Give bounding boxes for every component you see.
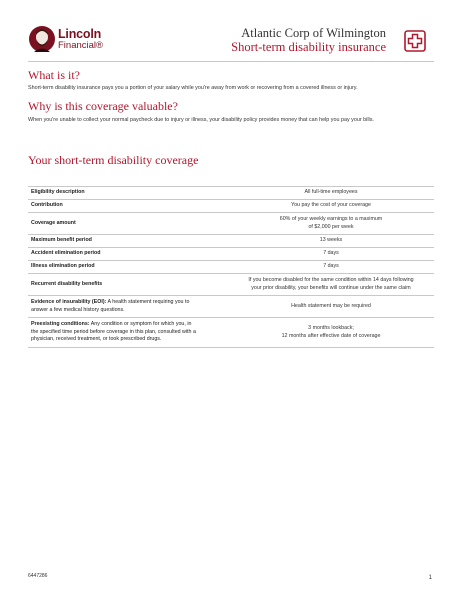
row-label: Eligibility description [28, 187, 228, 200]
row-label [28, 296, 228, 318]
lincoln-financial-logo [28, 22, 138, 58]
section-body-why-valuable: When you're unable to collect your normal paycheck due to injury or illness, your disability policy provides money that can help you pay your bills. [28, 117, 374, 123]
row-label [28, 318, 228, 348]
coverage-title: Your short-term disability coverage [28, 153, 199, 167]
row-label-term: Evidence of insurability (EOI): [31, 298, 107, 305]
row-label-term: Preexisting conditions: [31, 320, 90, 327]
lincoln-portrait-icon [28, 25, 56, 53]
header-divider [28, 61, 434, 62]
row-label: Accident elimination period [28, 248, 228, 261]
row-label: Coverage amount [28, 213, 228, 235]
row-label-definition: Any condition or symptom for which you, in [89, 320, 192, 327]
section-body-what-is-it: Short-term disability insurance pays you a portion of your salary while you're away from work or recovering from a covered illness or injury. [28, 85, 358, 91]
row-label-line [31, 299, 225, 307]
row-value: 13 weeks [228, 235, 434, 248]
page-number: 1 [428, 575, 432, 581]
row-label-definition: A health statement requiring you to [106, 298, 190, 305]
row-value: 7 days [228, 261, 434, 274]
table-row [28, 200, 434, 213]
row-value [228, 274, 434, 296]
table-row [28, 318, 434, 348]
brand-subname: Financial® [58, 40, 104, 51]
table-row [28, 261, 434, 274]
row-value: Health statement may be required [228, 296, 434, 318]
row-label: Maximum benefit period [28, 235, 228, 248]
section-title-what-is-it: What is it? [28, 68, 80, 82]
row-value [228, 213, 434, 235]
row-value-line: your prior disability, your benefits will continue under the same claim [251, 284, 411, 291]
row-label-line [31, 321, 225, 329]
row-value: You pay the cost of your coverage [228, 200, 434, 213]
medical-cross-icon [404, 30, 426, 52]
table-row [28, 248, 434, 261]
row-value: All full-time employees [228, 187, 434, 200]
row-value-line: 60% of your weekly earnings to a maximum [279, 215, 383, 222]
row-value: 7 days [228, 248, 434, 261]
table-row [28, 296, 434, 318]
row-value [228, 318, 434, 348]
document-title: Short-term disability insurance [231, 40, 386, 54]
row-label: Recurrent disability benefits [28, 274, 228, 296]
employer-name: Atlantic Corp of Wilmington [241, 26, 386, 40]
row-label: Contribution [28, 200, 228, 213]
row-value-line: of $2,000 per week [308, 223, 354, 230]
row-label-line: physician, received treatment, or took prescribed drugs. [31, 336, 162, 343]
row-label-line: answer a few medical history questions. [31, 306, 125, 313]
table-row [28, 187, 434, 200]
page-header [28, 22, 434, 58]
document-code: 6447286 [28, 573, 48, 579]
table-row [28, 274, 434, 296]
table-row [28, 235, 434, 248]
row-label: Illness elimination period [28, 261, 228, 274]
coverage-table [28, 186, 434, 348]
row-value-line: 12 months after effective date of coverage [281, 332, 381, 339]
row-value-line: 3 months lookback; [308, 324, 354, 331]
row-label-line: the specified time period before coverage in this plan, consulted with a [31, 328, 196, 335]
table-row [28, 213, 434, 235]
row-value-line: If you become disabled for the same condition within 14 days following [248, 276, 414, 283]
brand-name: Lincoln [58, 27, 102, 41]
section-title-why-valuable: Why is this coverage valuable? [28, 99, 178, 113]
